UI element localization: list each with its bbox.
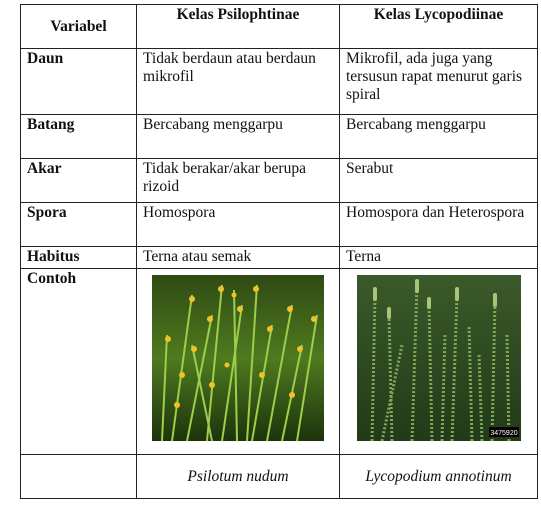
header-psilophtinae: Kelas Psilophtinae <box>137 5 340 49</box>
row-lycopodiinae: Serabut <box>340 159 538 203</box>
caption-lycopodium: Lycopodium annotinum <box>340 455 538 499</box>
caption-psilotum: Psilotum nudum <box>137 455 340 499</box>
row-variable: Batang <box>21 115 137 159</box>
header-row <box>21 5 538 49</box>
table-row <box>21 203 538 247</box>
caption-row <box>21 455 538 499</box>
row-psilophtinae: Tidak berakar/akar berupa rizoid <box>137 159 340 203</box>
row-psilophtinae: Homospora <box>137 203 340 247</box>
table-row <box>21 247 538 269</box>
table-row <box>21 159 538 203</box>
header-variable: Variabel <box>21 5 137 49</box>
row-psilophtinae: Tidak berdaun atau berdaun mikrofil <box>137 49 340 115</box>
caption-empty <box>21 455 137 499</box>
lycopodium-image-cell <box>340 269 538 455</box>
row-variable: Contoh <box>21 269 137 455</box>
row-variable: Habitus <box>21 247 137 269</box>
row-lycopodiinae: Bercabang menggarpu <box>340 115 538 159</box>
psilotum-nudum-photo <box>152 275 324 441</box>
row-variable: Akar <box>21 159 137 203</box>
row-variable: Daun <box>21 49 137 115</box>
comparison-table <box>20 4 538 499</box>
row-lycopodiinae: Mikrofil, ada juga yang tersusun rapat menurut garis spiral <box>340 49 538 115</box>
row-psilophtinae: Terna atau semak <box>137 247 340 269</box>
row-lycopodiinae: Homospora dan Heterospora <box>340 203 538 247</box>
table-row <box>21 115 538 159</box>
table-row <box>21 49 538 115</box>
row-psilophtinae: Bercabang menggarpu <box>137 115 340 159</box>
photo-watermark: 3475920 <box>489 430 518 437</box>
row-lycopodiinae: Terna <box>340 247 538 269</box>
row-variable: Spora <box>21 203 137 247</box>
header-lycopodiinae: Kelas Lycopodiinae <box>340 5 538 49</box>
example-images-row <box>21 269 538 455</box>
psilotum-image-cell <box>137 269 340 455</box>
lycopodium-annotinum-photo <box>357 275 521 441</box>
